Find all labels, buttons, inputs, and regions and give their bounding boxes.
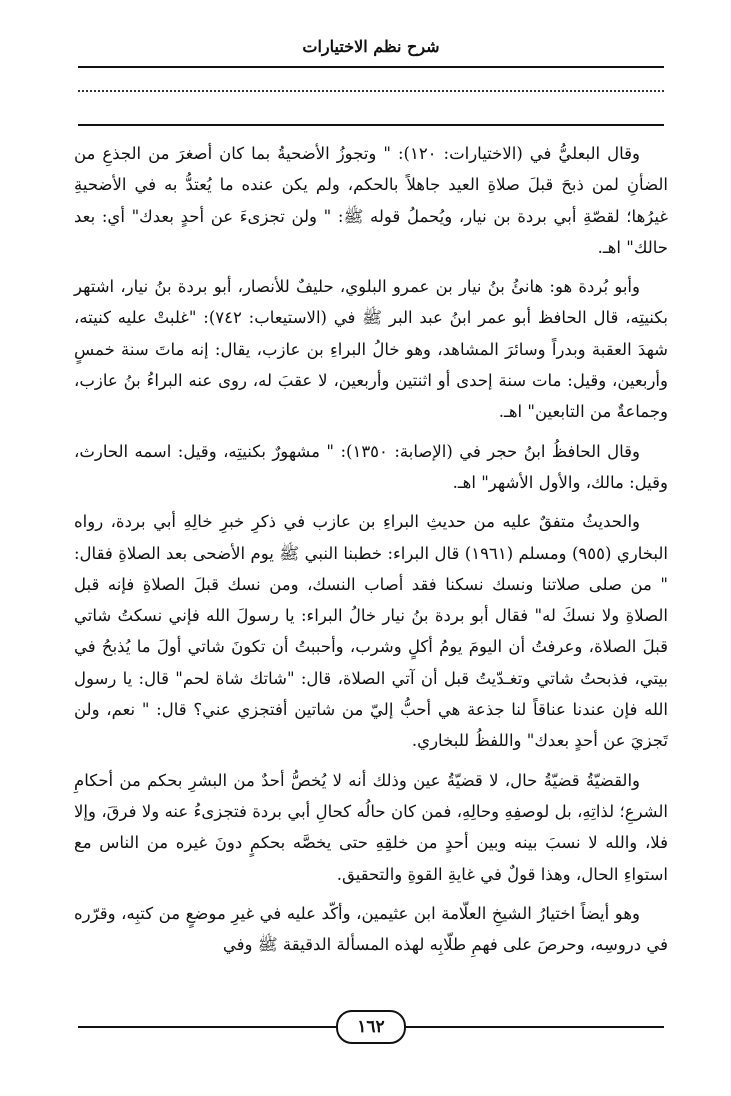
running-head-title: شرح نظم الاختيارات [302, 37, 440, 56]
dotted-separator [78, 90, 664, 92]
paragraph-ibn-hajar: وقال الحافظُ ابنُ حجر في (الإصابة: ١٣٥٠): " مشهورٌ بكنيتِه، وقيل: اسمه الحارث، وقيل: مالك، والأول الأشهر" اهـ. [74, 441, 668, 492]
header-rule [78, 66, 664, 68]
main-text [74, 138, 668, 968]
content-top-rule [78, 124, 664, 126]
paragraph-hadith: والحديثُ متفقٌ عليه من حديثِ البراءِ بن عازب في ذكرِ خبرِ خالِهِ أبي بردة، رواه البخاري (٩٥٥) ومسلم (١٩٦١) قال البراء: خطبنا النبي ﷺ يوم الأضحى بعد الصلاةِ فقال: " من صلى صلاتنا ونسك نسكنا فقد أصاب النسك، ومن نسك قبلَ الصلاةِ فإنه قبل الصلاةِ ولا نسكَ له" فقال أبو بردة بنُ نيار خالُ البراء: يا رسولَ الله فإني نسكتُ شاتي قبلَ الصلاة، وعرفتُ أن اليومَ يومُ أكلٍ وشرب، وأحببتُ أن تكونَ شاتي أولَ ما يُذبحُ في بيتي، فذبحتُ شاتي وتغـدّيتُ قبل أن آتي الصلاة، قال: "شاتك شاة لحم" قال: يا رسول الله فإن عندنا عناقاً لنا جذعة هي أحبُّ إليّ من شاتين أفتجزي عني؟ قال: " نعم، ولن تَجزيَ عن أحدٍ بعدك" واللفظُ للبخاري. [74, 512, 668, 751]
paragraph-qadiyya: والقضيّةُ قضيّةُ حال، لا قضيّةُ عين وذلك أنه لا يُخصُّ أحدٌ من البشرِ بحكم من أحكامِ الشرعِ؛ لذاتِهِ، بل لوصفِهِ وحالِهِ، فمن كان حالُه كحالِ أبي بردة فتجزىءُ عنه ولا فرقَ، وإلا فلا، والله لا نسبَ بينه وبين أحدٍ من خلقِهِ حتى يخصَّه بحكمٍ دونَ غيره من الناس مع استواءِ الحال، وهذا قولٌ في غايةِ القوةِ والتحقيق. [74, 770, 668, 884]
paragraph-ibn-uthaymin: وهو أيضاً اختيارُ الشيخِ العلّامة ابن عثيمين، وأكّد عليه في غيرِ موضعٍ من كتبِه، وقرّره في دروسِه، وحرصَ على فهمِ طلّابِه لهذه المسألة الدقيقة ﷺ وفي [74, 903, 668, 955]
page-number: ١٦٢ [336, 1010, 406, 1044]
paragraph-abu-burda-bio: وأبو بُردة هو: هانئُ بنُ نيار بن عمرو البلوي، حليفٌ للأنصار، أبو بردة بنُ نيار، اشتهر بكنيتِه، قال الحافظ أبو عمر ابنُ عبد البر ﷺ في (الاستيعاب: ٧٤٢): "غلبتْ عليه كنيته، شهدَ العقبة وبدراً وسائرَ المشاهد، وهو خالُ البراءِ بن عازب، يقال: إنه ماتَ سنة خمسٍ وأربعين، وقيل: مات سنة إحدى أو اثنتين وأربعين، لا عقبَ له، روى عنه البراءُ بنُ عازب، وجماعةٌ من التابعين" اهـ. [74, 277, 668, 422]
paragraph-baali: وقال البعليُّ في (الاختيارات: ١٢٠): " وتجوزُ الأضحيةُ بما كان أصغرَ من الجذعِ من الضأنِ لمن ذبحَ قبلَ صلاةِ العيد جاهلاً بالحكم، ولم يكن عنده ما يُعتدُّ به في الأضحيةِ غيرُها؛ لقصّةِ أبي بردة بن نيار، ويُحملُ قوله ﷺ: " ولن تجزىءَ عن أحدٍ بعدك" أي: بعد حالك" اهـ. [74, 144, 668, 257]
